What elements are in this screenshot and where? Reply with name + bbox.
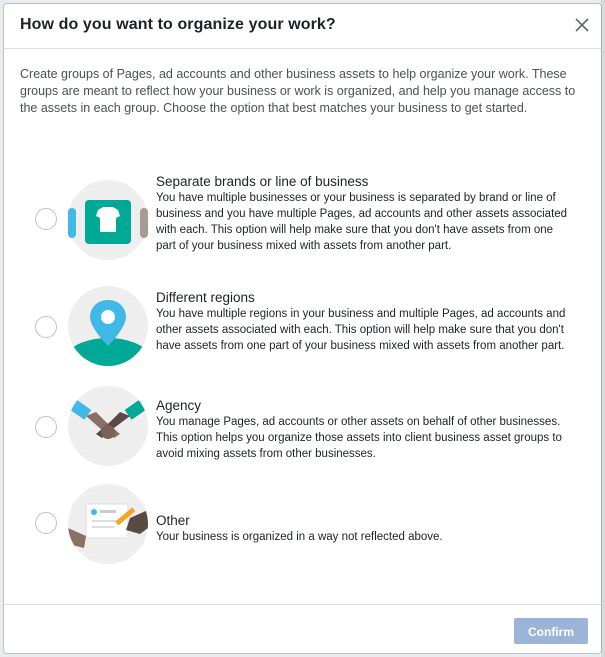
option-other[interactable] xyxy=(4,484,601,568)
document-pen-icon xyxy=(68,484,148,564)
scrollbar-track[interactable] xyxy=(601,0,605,657)
option-title: Separate brands or line of business xyxy=(156,174,369,189)
option-description: Your business is organized in a way not reflected above. xyxy=(156,531,443,543)
option-title: Agency xyxy=(156,398,202,413)
dialog-intro-text: Create groups of Pages, ad accounts and other business assets to help organize your work. These groups are meant to reflect how your business or work is organized, and help you manage access to the assets in each group. Choose the option that best matches your business to get started. xyxy=(20,67,576,115)
option-agency[interactable] xyxy=(4,386,601,472)
organize-work-dialog xyxy=(4,4,601,653)
radio-other[interactable] xyxy=(35,512,57,534)
dialog-footer xyxy=(4,604,601,653)
handshake-icon xyxy=(68,386,148,466)
dialog-header xyxy=(4,4,601,49)
option-separate-brands[interactable] xyxy=(4,170,601,270)
option-text xyxy=(156,397,576,462)
radio-different-regions[interactable] xyxy=(35,316,57,338)
option-description: You manage Pages, ad accounts or other assets on behalf of other businesses. This option helps you organize those assets into client business asset groups to avoid mixing assets from other businesses. xyxy=(156,416,562,460)
confirm-button[interactable]: Confirm xyxy=(514,618,588,644)
option-text xyxy=(156,173,576,254)
option-different-regions[interactable] xyxy=(4,286,601,376)
dialog-title: How do you want to organize your work? xyxy=(20,16,336,33)
option-text xyxy=(156,512,576,545)
option-text xyxy=(156,289,576,354)
option-description: You have multiple regions in your business and multiple Pages, ad accounts and other assets associated with each. This option will help make sure that you don't have assets from one part of your business mixed with assets from another part. xyxy=(156,308,566,352)
shirt-icon xyxy=(68,180,148,260)
radio-separate-brands[interactable] xyxy=(35,208,57,230)
option-description: You have multiple businesses or your business is separated by brand or line of business and you have multiple Pages, ad accounts and other assets associated with each. This option will help make sure that you don't have assets from one part of your business mixed with assets from another part. xyxy=(156,192,568,252)
radio-agency[interactable] xyxy=(35,416,57,438)
close-icon[interactable] xyxy=(573,16,591,34)
map-pin-icon xyxy=(68,286,148,366)
option-title: Different regions xyxy=(156,290,255,305)
option-title: Other xyxy=(156,513,190,528)
